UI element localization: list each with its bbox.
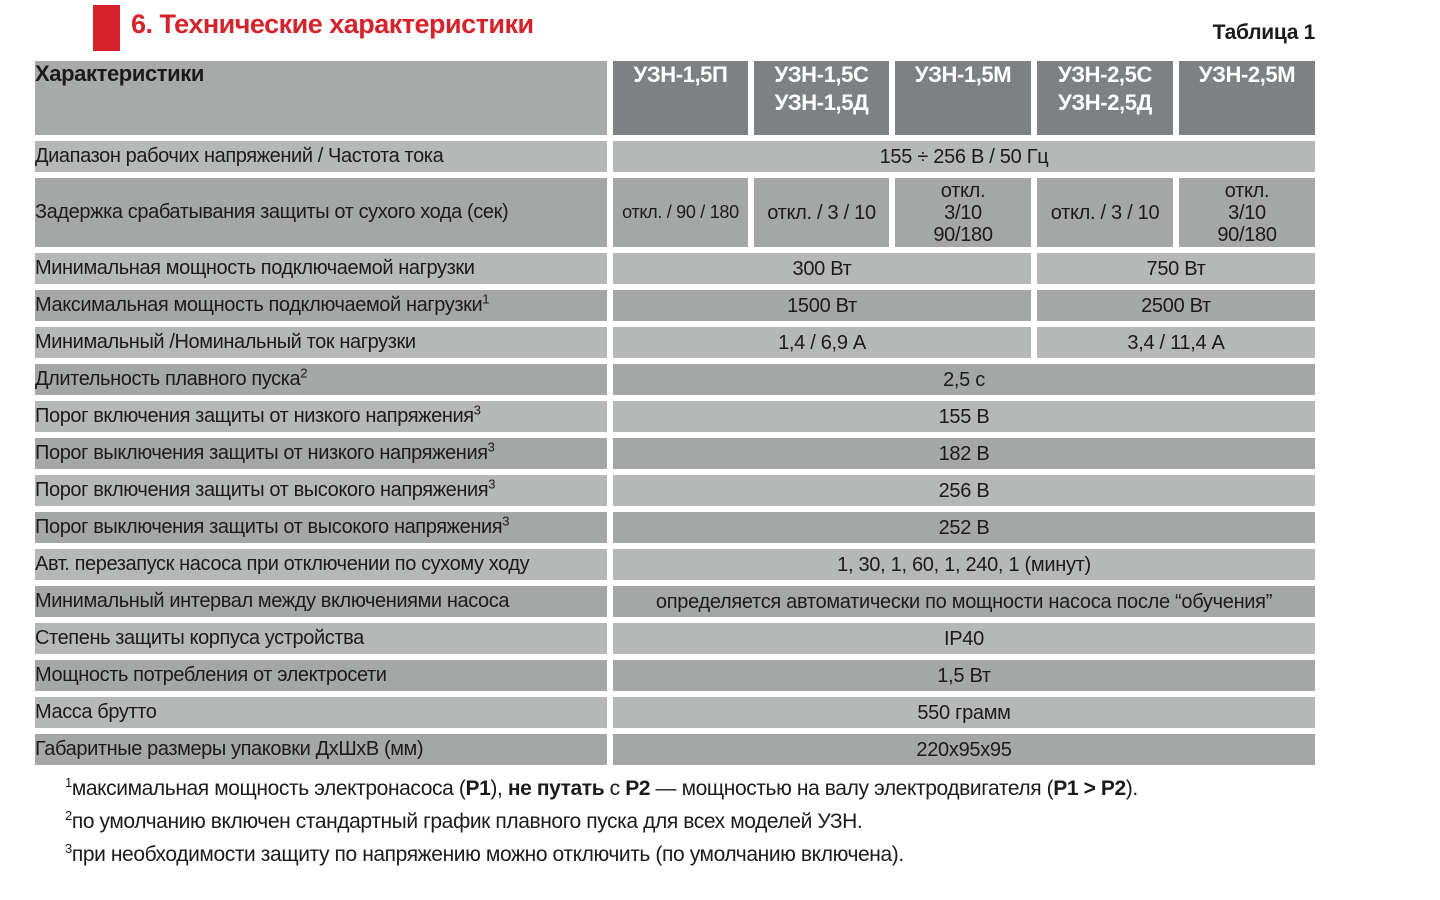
- value-cell: 155 В: [610, 398, 1318, 435]
- footnote-text: ),: [490, 777, 508, 800]
- value-cell: 256 В: [610, 472, 1318, 509]
- table-row: [32, 138, 1318, 175]
- value-cell: откл. 3/10 90/180: [892, 175, 1034, 250]
- footnote-ref: 3: [473, 402, 481, 418]
- value-cell: 1, 30, 1, 60, 1, 240, 1 (минут): [610, 546, 1318, 583]
- table-row: [32, 731, 1318, 768]
- value-cell: 2,5 с: [610, 361, 1318, 398]
- footnote-text: по умолчанию включен стандартный график плавного пуска для всех моделей УЗН.: [71, 810, 863, 833]
- row-label-cell: Мощность потребления от электросети: [32, 657, 610, 694]
- table-row: [32, 361, 1318, 398]
- value-cell: откл. 3/10 90/180: [1176, 175, 1318, 250]
- row-label-cell: Масса брутто: [32, 694, 610, 731]
- footnote-marker: 2: [65, 808, 72, 823]
- footnote-bold-text: Р1 > Р2: [1053, 777, 1126, 800]
- table-row: [32, 509, 1318, 546]
- row-label-cell: Порог включения защиты от высокого напряжения$^3$: [32, 472, 610, 509]
- footnote: [65, 838, 1405, 871]
- value-cell: 550 грамм: [610, 694, 1318, 731]
- row-label-cell: Минимальный /Номинальный ток нагрузки: [32, 324, 610, 361]
- table-row: [32, 324, 1318, 361]
- table-row: [32, 546, 1318, 583]
- table-row: [32, 287, 1318, 324]
- section-marker-icon: [93, 5, 120, 51]
- row-label-cell: Задержка срабатывания защиты от сухого хода (сек): [32, 175, 610, 250]
- column-header-cell: УЗН-1,5П: [610, 58, 751, 138]
- table-row: [32, 435, 1318, 472]
- row-label-cell: Порог выключения защиты от низкого напряжения$^3$: [32, 435, 610, 472]
- footnote-bold-text: Р1: [465, 777, 491, 800]
- value-cell: IP40: [610, 620, 1318, 657]
- table-row: [32, 620, 1318, 657]
- value-cell: 1,5 Вт: [610, 657, 1318, 694]
- footnote-ref: 1: [482, 291, 490, 307]
- value-cell: 2500 Вт: [1034, 287, 1318, 324]
- footnotes: [65, 772, 1405, 871]
- value-cell: 182 В: [610, 435, 1318, 472]
- footnote-text: ).: [1125, 777, 1138, 800]
- row-label-cell: Габаритные размеры упаковки ДхШхВ (мм): [32, 731, 610, 768]
- section-title: 6. Технические характеристики: [131, 9, 534, 39]
- table-row: [32, 250, 1318, 287]
- row-label-cell: Порог выключения защиты от высокого напряжения$^3$: [32, 509, 610, 546]
- footnote-text: максимальная мощность электронасоса (: [71, 777, 466, 800]
- footnote-text: с: [604, 777, 626, 800]
- spec-table: [32, 58, 1318, 768]
- table-row: [32, 472, 1318, 509]
- table-caption: Таблица 1: [1212, 21, 1315, 44]
- table-row: [32, 694, 1318, 731]
- value-cell: откл. / 3 / 10: [1034, 175, 1176, 250]
- footnote-ref: 2: [300, 365, 308, 381]
- footnote: [65, 805, 1405, 838]
- value-cell: 155 ÷ 256 В / 50 Гц: [610, 138, 1318, 175]
- row-label-cell: Степень защиты корпуса устройства: [32, 620, 610, 657]
- table-row: [32, 398, 1318, 435]
- value-cell: 220х95х95: [610, 731, 1318, 768]
- column-header-cell: УЗН-2,5М: [1176, 58, 1318, 138]
- row-label-cell: Минимальный интервал между включениями насоса: [32, 583, 610, 620]
- value-cell: 750 Вт: [1034, 250, 1318, 287]
- table-row: [32, 583, 1318, 620]
- page-header: [0, 0, 1440, 58]
- row-label-cell: Максимальная мощность подключаемой нагрузки$^1$: [32, 287, 610, 324]
- footnote-bold-text: не путать: [507, 777, 605, 800]
- row-label-cell: Авт. перезапуск насоса при отключении по сухому ходу: [32, 546, 610, 583]
- footnote-ref: 3: [502, 513, 510, 529]
- row-label-cell: Диапазон рабочих напряжений / Частота тока: [32, 138, 610, 175]
- spec-table-wrap: [32, 58, 1318, 768]
- header-label-cell: Характеристики: [32, 58, 610, 138]
- value-cell: определяется автоматически по мощности насоса после “обучения”: [610, 583, 1318, 620]
- table-row: [32, 175, 1318, 250]
- column-header-cell: УЗН-1,5М: [892, 58, 1034, 138]
- column-header-cell: УЗН-1,5С УЗН-1,5Д: [751, 58, 892, 138]
- footnote-text: — мощностью на валу электродвигателя (: [650, 777, 1054, 800]
- footnote-marker: 1: [65, 775, 72, 790]
- footnote-ref: 3: [487, 439, 495, 455]
- footnote-text: при необходимости защиту по напряжению можно отключить (по умолчанию включена).: [71, 843, 904, 866]
- value-cell: 300 Вт: [610, 250, 1034, 287]
- value-cell: откл. / 3 / 10: [751, 175, 892, 250]
- row-label-cell: Порог включения защиты от низкого напряжения$^3$: [32, 398, 610, 435]
- value-cell: 252 В: [610, 509, 1318, 546]
- footnote-bold-text: Р2: [625, 777, 651, 800]
- footnote-ref: 3: [488, 476, 496, 492]
- value-cell: 1,4 / 6,9 А: [610, 324, 1034, 361]
- table-row: [32, 657, 1318, 694]
- value-cell: 1500 Вт: [610, 287, 1034, 324]
- value-cell: откл. / 90 / 180: [610, 175, 751, 250]
- row-label-cell: Минимальная мощность подключаемой нагрузки: [32, 250, 610, 287]
- value-cell: 3,4 / 11,4 А: [1034, 324, 1318, 361]
- footnote: [65, 772, 1405, 805]
- footnote-marker: 3: [65, 841, 72, 856]
- header-row: [32, 58, 1318, 138]
- row-label-cell: Длительность плавного пуска$^2$: [32, 361, 610, 398]
- column-header-cell: УЗН-2,5С УЗН-2,5Д: [1034, 58, 1176, 138]
